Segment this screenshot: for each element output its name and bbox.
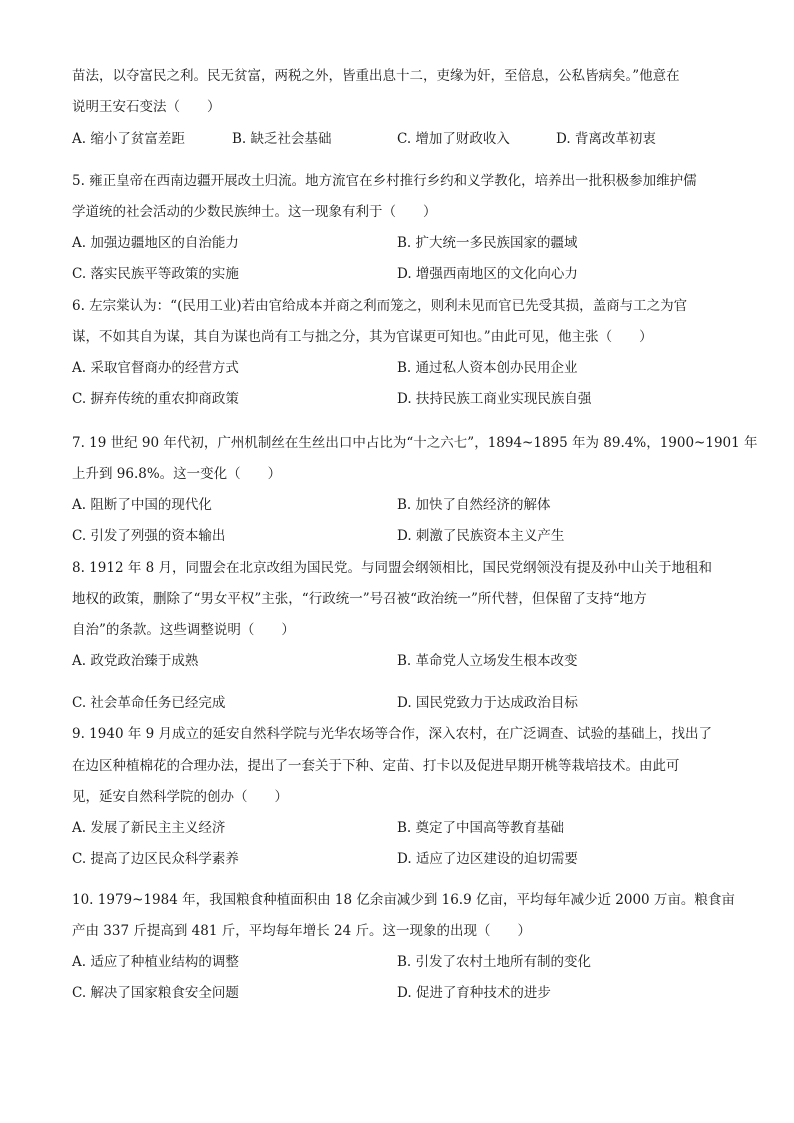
q9-option-a[interactable]: A. 发展了新民主主义经济 <box>72 820 226 836</box>
q7-text-line2: 上升到 96.8%。这一变化（ ） <box>72 466 282 482</box>
q6-text-line2: 谋，不如其自为谋，其自为谋也尚有工与拙之分，其为官谋更可知也。”由此可见，他主张（ ） <box>72 329 653 345</box>
q8-text-line3: 自治”的条款。这些调整说明（ ） <box>72 622 295 638</box>
q7-option-d[interactable]: D. 刺激了民族资本主义产生 <box>397 528 565 544</box>
q5-text-line1: 5. 雍正皇帝在西南边疆开展改土归流。地方流官在乡村推行乡约和义学教化，培养出一批积极参加维护儒 <box>72 173 697 189</box>
q4-text-line1: 苗法，以夺富民之利。民无贫富，两税之外，皆重出息十二，吏缘为奸，至倍息，公私皆病矣。”他意在 <box>72 68 680 84</box>
q4-option-a[interactable]: A. 缩小了贫富差距 <box>72 131 185 147</box>
q9-option-c[interactable]: C. 提高了边区民众科学素养 <box>72 851 239 867</box>
q4-text-line2: 说明王安石变法（ ） <box>72 99 221 115</box>
q8-option-b[interactable]: B. 革命党人立场发生根本改变 <box>397 653 578 669</box>
q10-text-line2: 产由 337 斤提高到 481 斤，平均每年增长 24 斤。这一现象的出现（ ） <box>72 923 531 939</box>
q10-option-d[interactable]: D. 促进了育种技术的进步 <box>397 985 551 1001</box>
q5-option-d[interactable]: D. 增强西南地区的文化向心力 <box>397 266 578 282</box>
q6-option-d[interactable]: D. 扶持民族工商业实现民族自强 <box>397 391 592 407</box>
q10-option-c[interactable]: C. 解决了国家粮食安全问题 <box>72 985 239 1001</box>
q5-option-b[interactable]: B. 扩大统一多民族国家的疆域 <box>397 235 578 251</box>
q8-option-c[interactable]: C. 社会革命任务已经完成 <box>72 695 226 711</box>
q10-option-b[interactable]: B. 引发了农村土地所有制的变化 <box>397 954 592 970</box>
q10-text-line1: 10. 1979~1984 年，我国粮食种植面积由 18 亿余亩减少到 16.9 亿亩，平均每年减少近 2000 万亩。粮食亩 <box>72 892 735 908</box>
q7-option-a[interactable]: A. 阻断了中国的现代化 <box>72 497 212 513</box>
q7-option-c[interactable]: C. 引发了列强的资本输出 <box>72 528 226 544</box>
q5-option-a[interactable]: A. 加强边疆地区的自治能力 <box>72 235 239 251</box>
q6-option-b[interactable]: B. 通过私人资本创办民用企业 <box>397 360 578 376</box>
q9-text-line2: 在边区种植棉花的合理办法，提出了一套关于下种、定苗、打卡以及促进早期开桃等栽培技术。由此可 <box>72 758 680 774</box>
q9-text-line1: 9. 1940 年 9 月成立的延安自然科学院与光华农场等合作，深入农村，在广泛调查、试验的基础上，找出了 <box>72 726 712 742</box>
q9-text-line3: 见，延安自然科学院的创办（ ） <box>72 789 288 805</box>
q10-option-a[interactable]: A. 适应了种植业结构的调整 <box>72 954 239 970</box>
q6-text-line1: 6. 左宗棠认为：“(民用工业)若由官给成本并商之利而笼之，则利未见而官已先受其损，盖商与工之为官 <box>72 298 688 314</box>
q8-option-a[interactable]: A. 政党政治臻于成熟 <box>72 653 199 669</box>
q5-text-line2: 学道统的社会活动的少数民族绅士。这一现象有利于（ ） <box>72 204 437 220</box>
q4-option-b[interactable]: B. 缺乏社会基础 <box>232 131 332 147</box>
q9-option-d[interactable]: D. 适应了边区建设的迫切需要 <box>397 851 578 867</box>
q4-option-d[interactable]: D. 背离改革初衷 <box>556 131 656 147</box>
q8-text-line1: 8. 1912 年 8 月，同盟会在北京改组为国民党。与同盟会纲领相比，国民党纲领没有提及孙中山关于地租和 <box>72 560 712 576</box>
q8-text-line2: 地权的政策，删除了“男女平权”主张，“行政统一”号召被“政治统一”所代替，但保留了支持“地方 <box>72 591 647 607</box>
q7-option-b[interactable]: B. 加快了自然经济的解体 <box>397 497 551 513</box>
q5-option-c[interactable]: C. 落实民族平等政策的实施 <box>72 266 239 282</box>
q4-option-c[interactable]: C. 增加了财政收入 <box>397 131 510 147</box>
q9-option-b[interactable]: B. 奠定了中国高等教育基础 <box>397 820 565 836</box>
q8-option-d[interactable]: D. 国民党致力于达成政治目标 <box>397 695 578 711</box>
q6-option-c[interactable]: C. 摒弃传统的重农抑商政策 <box>72 391 239 407</box>
q7-text-line1: 7. 19 世纪 90 年代初，广州机制丝在生丝出口中占比为“十之六七”，1894~1895 年为 89.4%，1900~1901 年 <box>72 435 758 451</box>
q6-option-a[interactable]: A. 采取官督商办的经营方式 <box>72 360 239 376</box>
